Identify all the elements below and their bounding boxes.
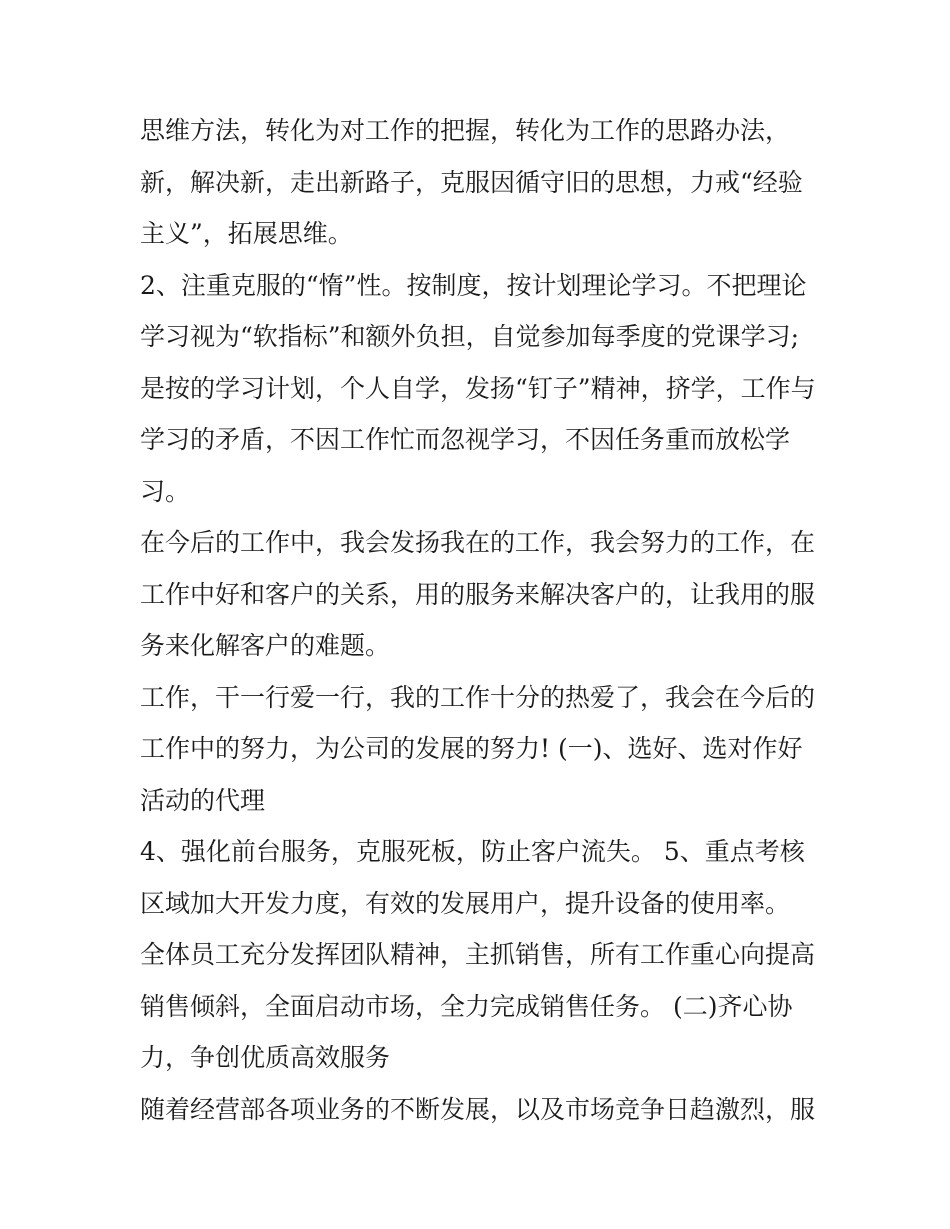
text-line: 工作，干一行爱一行，我的工作十分的热爱了，我会在今后的 xyxy=(140,682,816,712)
text-line: 工作中好和客户的关系，用的服务来解决客户的，让我用的服 xyxy=(140,579,816,609)
text-line: 学习视为“软指标”和额外负担，自觉参加每季度的党课学习; xyxy=(140,322,799,351)
text-line: 活动的代理 xyxy=(140,785,266,815)
text-line: 销售倾斜，全面启动市场，全力完成销售任务。 (二)齐心协 xyxy=(140,991,793,1021)
text-line: 在今后的工作中，我会发扬我在的工作，我会努力的工作，在 xyxy=(140,528,816,557)
document-body xyxy=(140,105,820,1135)
text-line: 4、强化前台服务，克服死板，防止客户流失。 5、重点考核 xyxy=(140,837,805,866)
text-line: 思维方法，转化为对工作的把握，转化为工作的思路办法， xyxy=(140,116,791,145)
text-line: 力，争创优质高效服务 xyxy=(140,1043,391,1072)
text-line: 习。 xyxy=(140,476,191,506)
text-line: 新，解决新，走出新路子，克服因循守旧的思想，力戒“经验 xyxy=(140,167,803,197)
text-line: 是按的学习计划，个人自学，发扬“钉子”精神，挤学，工作与 xyxy=(140,373,816,403)
text-line: 全体员工充分发挥团队精神，主抓销售，所有工作重心向提高 xyxy=(140,940,816,969)
text-line: 务来化解客户的难题。 xyxy=(140,631,391,660)
text-line: 区域加大开发力度，有效的发展用户，提升设备的使用率。 xyxy=(140,888,791,918)
text-line: 随着经营部各项业务的不断发展，以及市场竞争日趋激烈，服 xyxy=(140,1094,816,1124)
text-line: 学习的矛盾，不因工作忙而忽视学习，不因任务重而放松学 xyxy=(140,425,791,454)
text-line: 2、注重克服的“惰”性。按制度，按计划理论学习。不把理论 xyxy=(140,270,807,300)
text-line: 工作中的努力，为公司的发展的努力! (一)、选好、选对作好 xyxy=(140,734,803,763)
text-line: 主义”，拓展思维。 xyxy=(140,219,353,248)
